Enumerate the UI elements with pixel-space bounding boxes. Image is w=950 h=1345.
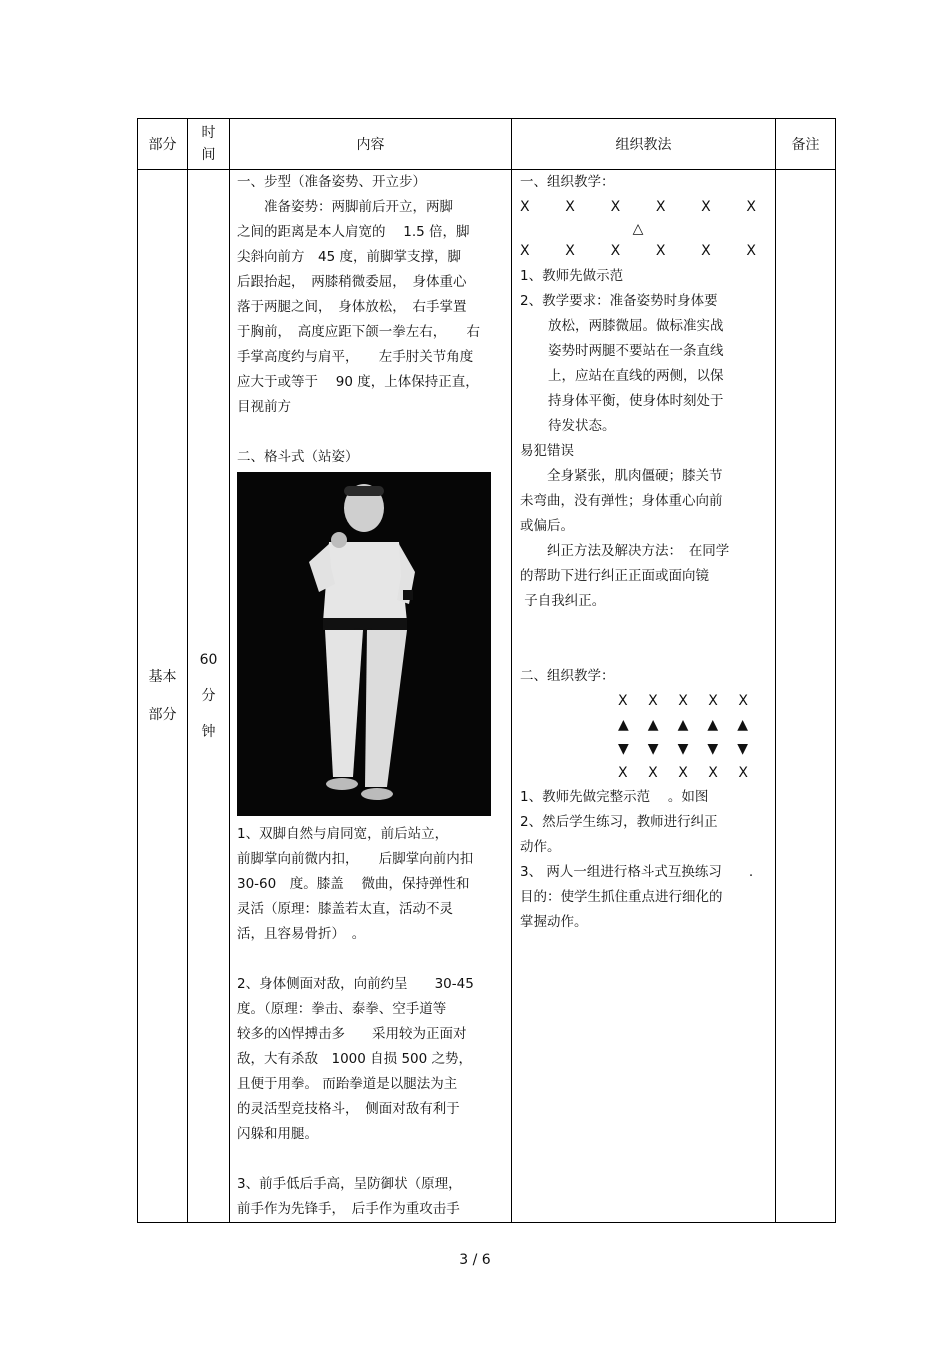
error-line: 全身紧张，肌肉僵硬；膝关节 (520, 468, 723, 484)
basic-part-row (138, 170, 836, 1223)
student-mark: X (701, 199, 711, 215)
student-mark: X (565, 199, 575, 215)
header-part: 部分 (138, 119, 188, 170)
student-mark: X (520, 243, 530, 259)
instruction-2-line: 放松，两膝微屈。做标准实战 (548, 318, 724, 334)
p1-line: 1、双脚自然与肩同宽，前后站立， (237, 826, 449, 842)
page-number: 3 / 6 (459, 1252, 491, 1268)
content-cell (230, 170, 512, 1223)
down-triangle-icon: ▼ (647, 741, 659, 757)
student-mark: X (655, 199, 666, 215)
s1-line: 后跟抬起， 两膝稍微委屈， 身体重心 (237, 274, 467, 290)
instruction-2-line: 待发状态。 (548, 418, 616, 434)
down-triangle-icon: ▼ (707, 741, 719, 757)
s1-line: 应大于或等于 90 度，上体保持正直， (237, 374, 479, 390)
teacher-mark: △ (632, 221, 644, 237)
header-content: 内容 (230, 119, 512, 170)
p3-line: 前手作为先锋手， 后手作为重攻击手 (237, 1201, 460, 1217)
step-1: 1、教师先做完整示范 。如图 (520, 789, 709, 805)
s1-line: 之间的距离是本人肩宽的 1.5 倍，脚 (237, 224, 470, 240)
p2-line: 度。（原理：拳击、泰拳、空手道等 (237, 1001, 447, 1017)
method-cell (512, 170, 776, 1223)
s1-line: 目视前方 (237, 399, 291, 415)
student-mark: X (708, 765, 718, 781)
down-triangle-icon: ▼ (677, 741, 689, 757)
student-mark: X (746, 243, 756, 259)
formation-x-row (618, 689, 748, 713)
fix-line: 子自我纠正。 (520, 593, 606, 609)
header-remarks: 备注 (776, 119, 836, 170)
formation-up-row (618, 713, 748, 737)
time-cell (188, 170, 230, 1223)
fighting-stance-photo (237, 472, 491, 816)
student-mark: X (701, 243, 711, 259)
student-mark: X (618, 765, 628, 781)
time-unit-2: 钟 (201, 724, 216, 740)
student-mark: X (520, 199, 530, 215)
student-mark: X (738, 765, 748, 781)
student-mark: X (738, 693, 748, 709)
p1-line: 30-60 度。膝盖 微曲，保持弹性和 (237, 876, 470, 892)
org-1-title: 一、组织教学： (520, 174, 615, 190)
time-number: 60 (199, 652, 218, 668)
instruction-2: 2、教学要求：准备姿势时身体要 (520, 293, 718, 309)
s1-line: 手掌高度约与肩平， 左手肘关节角度 (237, 349, 474, 365)
student-mark: X (610, 199, 621, 215)
s1-line: 于胸前， 高度应距下颌一拳左右， 右 (237, 324, 480, 340)
student-mark: X (708, 693, 718, 709)
p2-line: 敌，大有杀敌 1000 自损 500 之势， (237, 1051, 472, 1067)
remarks-cell (776, 170, 836, 1223)
student-mark: X (648, 693, 658, 709)
table-header-row (138, 119, 836, 170)
up-triangle-icon: ▲ (737, 717, 748, 733)
org-2-title: 二、组织教学： (520, 668, 615, 684)
instruction-2-line: 上，应站在直线的两侧，以保 (548, 368, 724, 384)
p2-line: 且便于用拳。 而跆拳道是以腿法为主 (237, 1076, 458, 1092)
header-time-top: 时 (201, 125, 216, 141)
fix-line: 纠正方法及解决方法： 在同学 (520, 543, 730, 559)
instruction-1: 1、教师先做示范 (520, 268, 624, 284)
down-triangle-icon: ▼ (737, 741, 748, 757)
instruction-2-line: 姿势时两腿不要站在一条直线 (548, 343, 724, 359)
student-mark: X (648, 765, 658, 781)
p1-line: 活，且容易骨折） 。 (237, 926, 366, 942)
p1-line: 灵活（原理：膝盖若太直，活动不灵 (237, 901, 453, 917)
p2-line: 2、身体侧面对敌，向前约呈 30-45 (237, 976, 474, 992)
header-method: 组织教法 (512, 119, 776, 170)
student-mark: X (678, 765, 688, 781)
p3-line: 3、前手低后手高，呈防御状（原理， (237, 1176, 462, 1192)
header-time-bottom: 间 (201, 147, 216, 163)
student-mark: X (618, 693, 628, 709)
formation-down-row (618, 737, 748, 761)
down-triangle-icon: ▼ (618, 741, 629, 757)
p2-line: 较多的凶悍搏击多 采用较为正面对 (237, 1026, 467, 1042)
part-label-1: 基本 (148, 669, 177, 685)
student-mark: X (610, 243, 621, 259)
step-3: 3、 两人一组进行格斗式互换练习 . (520, 864, 754, 880)
student-mark: X (565, 243, 575, 259)
error-line: 或偏后。 (520, 518, 574, 534)
p1-line: 前脚掌向前微内扣， 后脚掌向前内扣 (237, 851, 474, 867)
s1-line: 准备姿势：两脚前后开立，两脚 (264, 199, 453, 215)
header-time (188, 119, 230, 170)
formation-x-row-2 (618, 761, 748, 785)
step-3-cont: 掌握动作。 (520, 914, 588, 930)
up-triangle-icon: ▲ (707, 717, 719, 733)
part-label-2: 部分 (148, 707, 177, 723)
part-cell (138, 170, 188, 1223)
step-2: 2、然后学生练习，教师进行纠正 (520, 814, 718, 830)
step-2-cont: 动作。 (520, 839, 561, 855)
instruction-2-line: 持身体平衡，使身体时刻处于 (548, 393, 724, 409)
error-line: 未弯曲，没有弹性；身体重心向前 (520, 493, 723, 509)
p2-line: 闪躲和用腿。 (237, 1126, 318, 1142)
lesson-plan-table (137, 118, 836, 1223)
student-mark: X (746, 199, 756, 215)
up-triangle-icon: ▲ (647, 717, 659, 733)
section-1-title: 一、步型（准备姿势、开立步） (237, 174, 426, 190)
fix-line: 的帮助下进行纠正正面或面向镜 (520, 568, 709, 584)
s1-line: 落于两腿之间， 身体放松， 右手掌置 (237, 299, 467, 315)
p2-line: 的灵活型竞技格斗， 侧面对敌有利于 (237, 1101, 460, 1117)
up-triangle-icon: ▲ (677, 717, 689, 733)
errors-title: 易犯错误 (520, 443, 574, 459)
student-mark: X (655, 243, 666, 259)
step-3-cont: 目的：使学生抓住重点进行细化的 (520, 889, 723, 905)
section-2-title: 二、格斗式（站姿） (237, 449, 359, 465)
student-mark: X (678, 693, 688, 709)
up-triangle-icon: ▲ (618, 717, 629, 733)
pair-formation (618, 689, 748, 785)
s1-line: 尖斜向前方 45 度，前脚掌支撑，脚 (237, 249, 461, 265)
martial-artist-figure (237, 472, 491, 816)
formation-row-2 (520, 239, 756, 264)
time-unit-1: 分 (201, 688, 216, 704)
